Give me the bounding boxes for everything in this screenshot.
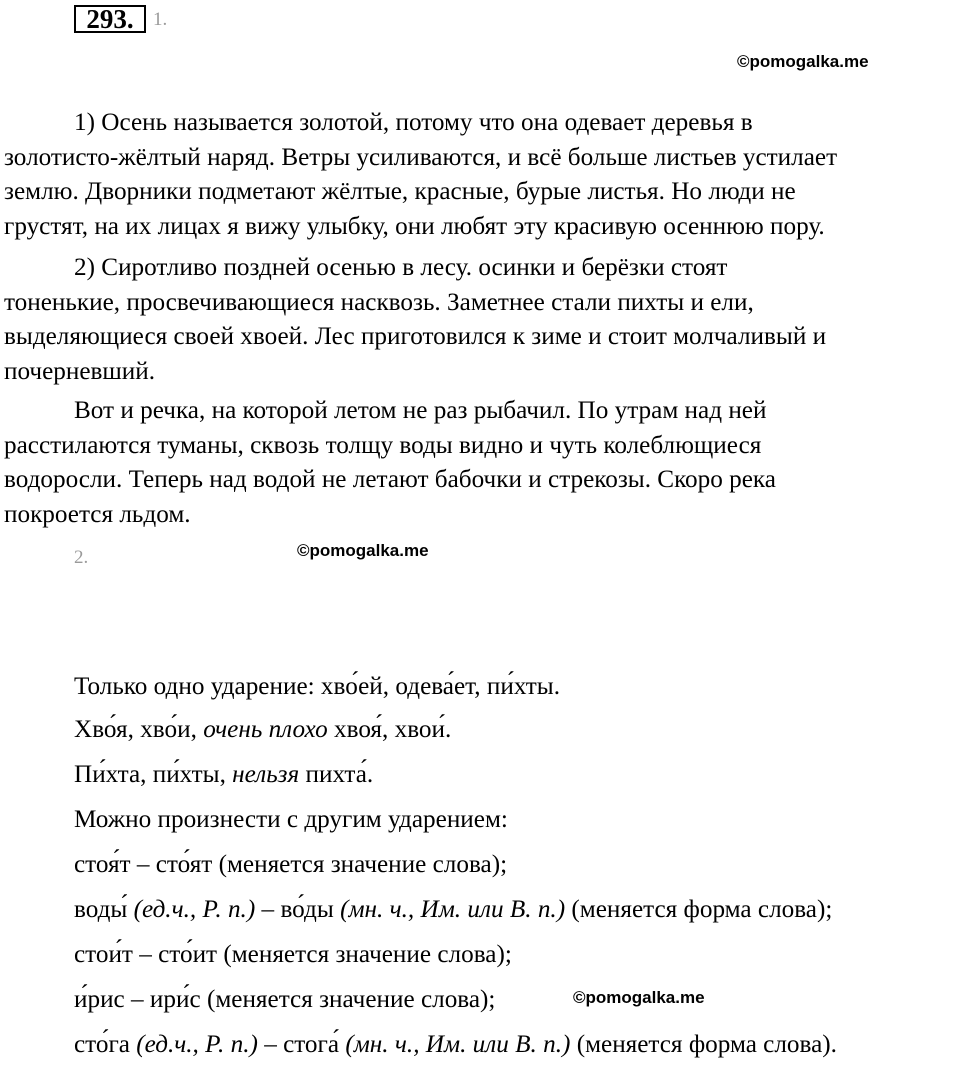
text-line: Вот и речка, на которой летом не раз рыбачил. По утрам над ней xyxy=(74,397,767,424)
italic-note: (мн. ч., Им. или В. п.) xyxy=(340,896,566,923)
text-segment: (меняется форма слова); xyxy=(565,896,833,923)
text-line: водоросли. Теперь над водой не летают бабочки и стрекозы. Скоро река xyxy=(4,466,776,493)
stress-line-3 xyxy=(74,760,373,790)
text-segment: воды́ xyxy=(74,896,134,923)
text-segment: – стога́ xyxy=(257,1031,346,1058)
italic-note: (ед.ч., Р. п.) xyxy=(136,1031,258,1058)
exercise-number: 293. xyxy=(74,5,146,33)
stress-line-2 xyxy=(74,715,451,745)
text-line: 2) Сиротливо поздней осенью в лесу. осинки и берёзки стоят xyxy=(74,254,728,281)
text-segment: хвоя́, хвои́. xyxy=(327,716,452,743)
paragraph-1 xyxy=(4,106,959,244)
text-line: 1) Осень называется золотой, потому что она одевает деревья в xyxy=(74,109,753,136)
paragraph-2 xyxy=(4,251,959,389)
italic-note: (мн. ч., Им. или В. п.) xyxy=(345,1031,571,1058)
text-line: выделяющиеся своей хвоей. Лес приготовился к зиме и стоит молчаливый и xyxy=(4,323,827,350)
stress-line-7: стои́т – сто́ит (меняется значение слова); xyxy=(74,941,512,968)
italic-note: нельзя xyxy=(232,761,300,788)
stress-line-8: и́рис – ири́с (меняется значение слова); xyxy=(74,986,496,1013)
text-line: землю. Дворники подметают жёлтые, красные, бурые листья. Но люди не xyxy=(4,178,796,205)
text-line: тоненькие, просвечивающиеся насквозь. Заметнее стали пихты и ели, xyxy=(4,288,754,316)
text-line: покроется льдом. xyxy=(4,500,191,528)
text-segment: Хво́я, хво́и, xyxy=(74,716,204,743)
text-segment: (меняется форма слова). xyxy=(570,1031,837,1058)
text-segment: пихта́. xyxy=(299,761,374,788)
paragraph-3 xyxy=(4,394,959,532)
stress-line-4: Можно произнести с другим ударением: xyxy=(74,806,508,833)
task-1-label: 1. xyxy=(153,9,168,30)
watermark-middle: ©pomogalka.me xyxy=(297,541,429,560)
watermark-top: ©pomogalka.me xyxy=(737,52,869,71)
stress-line-9 xyxy=(74,1030,837,1060)
text-line: грустят, на их лицах я вижу улыбку, они любят эту красивую осеннюю пору. xyxy=(4,212,825,240)
text-line: почерневший. xyxy=(4,357,156,385)
text-line: золотисто-жёлтый наряд. Ветры усиливаются, и всё больше листьев устилает xyxy=(4,143,838,171)
stress-line-1: Только одно ударение: хво́ей, одева́ет, пи́хты. xyxy=(74,673,561,700)
italic-note: очень плохо xyxy=(203,716,328,743)
text-segment: сто́га xyxy=(74,1031,137,1058)
task-2-label: 2. xyxy=(74,547,89,568)
watermark-bottom: ©pomogalka.me xyxy=(573,988,705,1007)
stress-line-6 xyxy=(74,895,832,925)
text-segment: Пи́хта, пи́хты, xyxy=(74,761,233,788)
text-line: расстилаются туманы, сквозь толщу воды видно и чуть колеблющиеся xyxy=(4,431,762,459)
stress-line-5: стоя́т – сто́ят (меняется значение слова); xyxy=(74,851,508,878)
text-segment: – во́ды xyxy=(255,896,341,923)
italic-note: (ед.ч., Р. п.) xyxy=(133,896,256,923)
